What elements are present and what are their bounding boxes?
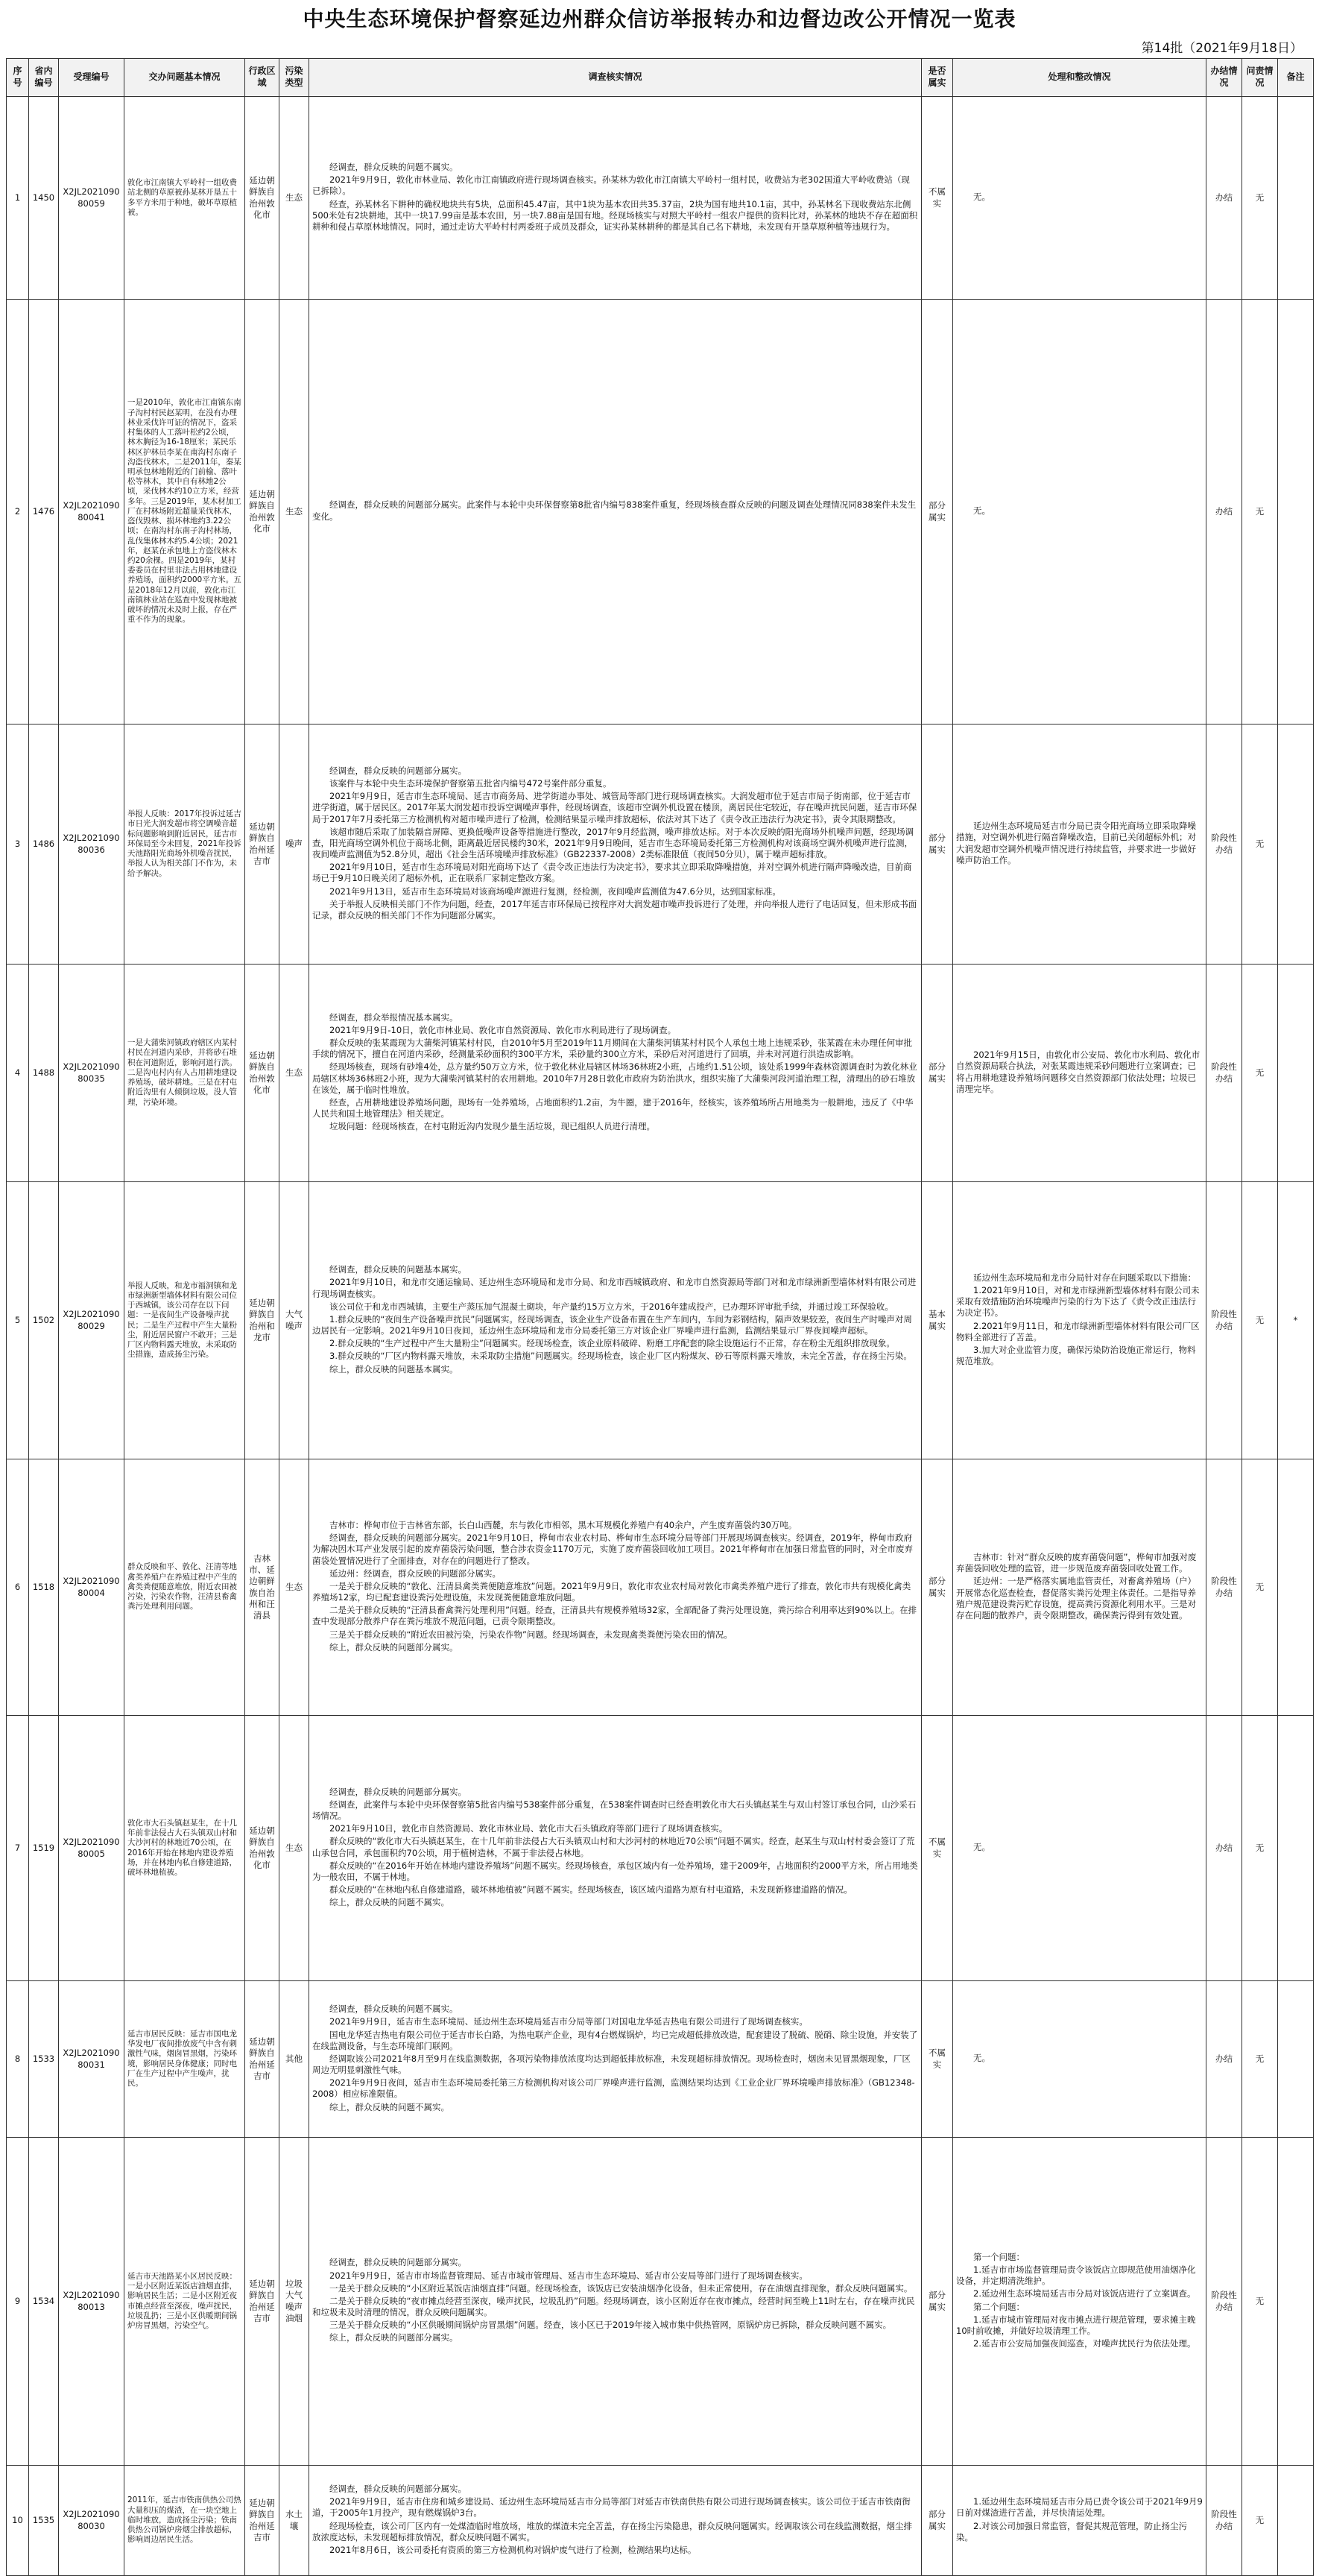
investigation-paragraph: 2021年9月10日，和龙市交通运输局、延边州生态环境局和龙市分局、和龙市西城镇政府、和龙市自然资源局等部门对和龙市绿洲新型墙体材料有限公司进行现场调查核实。 [312,1277,917,1299]
investigation-paragraph: 群众反映的“在林地内私自修建道路，破坏林地植被”问题不属实。经现场核查，该区域内道路为原有村屯道路，未发现新修建道路的情况。 [329,1884,853,1895]
handling-paragraph: 2.2021年9月11日，和龙市绿洲新型墙体材料有限公司厂区物料全部进行了苫盖。 [956,1320,1200,1342]
cell-accept-code: X2JL202109080029 [59,1182,124,1459]
cell-pollution-type: 噪声 [279,724,309,965]
table-row [7,724,1314,965]
investigation-paragraph: 2021年9月9日，敦化市林业局、敦化市江南镇政府进行现场调查核实。孙某林为敦化市江南镇大平岭村一组村民，收费站为老302国道大平岭收费站（现已拆除）。 [312,174,910,197]
cell-accountability: 无 [1242,1182,1278,1459]
batch-label: 第14批（2021年9月18日） [1141,41,1303,56]
cell-close-status: 办结 [1206,300,1242,724]
handling-paragraph: 1.延吉市市场监督管理局责令该饭店立即规范使用油烟净化设备，并定期清洗维护。 [956,2264,1196,2287]
table-row [7,2466,1314,2576]
col-header: 序号 [7,59,29,97]
cell-prov-code: 1535 [29,2466,59,2576]
col-header: 省内编号 [29,59,59,97]
col-header: 调查核实情况 [309,59,922,97]
investigation-paragraph: 2021年9月9日夜间，延吉市生态环境局委托第三方检测机构对该公司厂界噪声进行监测，监测结果均达到《工业企业厂界环境噪声排放标准》（GB12348-2008）相应标准限值。 [312,2077,915,2100]
col-header: 污染类型 [279,59,309,97]
cell-issue: 群众反映和平、敦化、汪清等地禽类养殖户在养殖过程中产生的禽类粪便随意堆放，附近农田被污染，污染农作物，汪清县畜禽粪污处理利用问题。 [124,1459,245,1716]
cell-no: 1 [7,97,29,300]
investigation-paragraph: 经调取该公司2021年8月至9月在线监测数据，各项污染物排放浓度均达到超低排放标准，未发现超标排放情况。现场检查时，烟囱未见冒黑烟现象，厂区周边无明显刺激性气味。 [312,2053,911,2076]
investigation-paragraph: 经查，孙某林名下耕种的确权地块共有5块，总面积45.47亩，其中1块为基本农田共35.37亩，2块为国有地共10.1亩，其中，孙某林名下现收费站东北侧500米处有2块耕地，其中一块17.99亩是基本农田，另一块7.88亩是国有地。经现场核实与对照大平岭村一组农户提供的资料比对，孙某林的地块不存在超面积耕种和侵占草原林地情况。同时，通过走访大平岭村村两委班子成员及群众，证实孙某林耕种的都是其自己名下耕地，未发现有开垦草原种植等违规行为。 [312,198,918,232]
handling-paragraph: 3.加大对企业监管力度，确保污染防治设施正常运行，物料规范堆放。 [956,1344,1196,1367]
cell-remark [1278,1716,1314,1981]
cell-region: 延边朝鲜族自治州敦化市 [245,1716,279,1981]
table-row [7,965,1314,1182]
handling-paragraph: 延边州生态环境局延吉市分局已责令阳光商场立即采取降噪措施，对空调外机进行隔音降噪改造，目前已关闭超标外机；对大润发超市空调外机噪声情况进行持续监管，并要求进一步做好噪声防治工作。 [956,821,1196,865]
cell-close-status: 阶段性办结 [1206,1459,1242,1716]
investigation-paragraph: 经查，占用耕地建设养殖场问题，现场有一处养殖场，占地面积约1.2亩，为牛圈，建于2016年，经核实，该养殖场所占用地类为一般耕地，违反了《中华人民共和国土地管理法》相关规定。 [312,1096,914,1120]
cell-remark [1278,300,1314,724]
investigation-paragraph: 经调查，群众反映的问题部分属实。 [329,1786,466,1797]
investigation-paragraph: 经调查，群众反映的问题不属实。 [329,161,458,172]
cell-close-status: 阶段性办结 [1206,2466,1242,2576]
cell-investigation [309,97,922,300]
handling-paragraph: 2.对该公司加强日常监管，督促其规范管理，防止扬尘污染。 [956,2520,1187,2542]
investigation-paragraph: 综上，群众反映的问题不属实。 [329,1897,449,1908]
cell-pollution-type: 生态 [279,300,309,724]
cell-fact: 基本属实 [922,1182,953,1459]
header-row [7,59,1314,97]
cell-close-status: 阶段性办结 [1206,2138,1242,2466]
col-header: 受理编号 [59,59,124,97]
cell-prov-code: 1518 [29,1459,59,1716]
table-row [7,1459,1314,1716]
investigation-paragraph: 经调查，群众反映的问题部分属实。 [329,2257,466,2268]
cell-fact: 不属实 [922,1981,953,2138]
col-header: 备注 [1278,59,1314,97]
handling-paragraph: 无。 [973,505,990,516]
cell-issue: 举报人反映：2017年投诉过延吉市日光大润发超市将空调噪音超标问题影响到附近居民，延吉市环保局至今未回复，2021年投诉天池路阳光商场外机噪音扰民，举报人认为相关部门不作为，未给予解决。 [124,724,245,965]
investigation-paragraph: 延边州：经调查，群众反映的问题部分属实。 [329,1568,501,1579]
cell-issue: 敦化市大石头镇赵某生，在十几年前非法侵占大石头镇双山村和大沙河村的林地近70公顷，在2016年开始在林地内建设养殖场，并在林地内私自修建道路，破坏林地植被。 [124,1716,245,1981]
investigation-paragraph: 2021年9月9日，延吉市生态环境局、延吉市商务局、进学街道办事处、城管局等部门进行现场调查核实。大润发超市位于延吉市局子街南部，位于延吉市进学街道，属于居民区。2017年某大润发超市投诉空调噪声事件，经现场调查，该超市空调外机设置在楼顶，离居民住宅较近，存在噪声扰民问题，延吉市环保局于2017年7月委托第三方检测机构对超市噪声进行了检测，检测结果显示噪声排放超标，依法对其下达了《责令改正违法行为决定书》，责令其限期整改。 [312,791,917,824]
handling-paragraph: 第二个问题： [973,2301,1025,2312]
investigation-paragraph: 2021年9月10日，敦化市自然资源局、敦化市林业局、敦化市大石头镇政府等部门进行了现场调查核实。 [329,1823,728,1834]
cell-prov-code: 1450 [29,97,59,300]
handling-paragraph: 无。 [973,191,990,202]
cell-fact: 不属实 [922,1716,953,1981]
cell-accountability: 无 [1242,724,1278,965]
cell-fact: 部分属实 [922,724,953,965]
cell-handling [953,1182,1206,1459]
investigation-paragraph: 一是关于群众反映的“小区附近某饭店油烟直排”问题。经现场检查，该饭店已安装油烟净化设备，但未正常使用，存在油烟直排现象，群众反映问题属实。 [329,2282,913,2294]
cell-investigation [309,300,922,724]
cell-accountability: 无 [1242,2466,1278,2576]
cell-remark [1278,1981,1314,2138]
cell-investigation [309,2138,922,2466]
cell-pollution-type: 大气噪声 [279,1182,309,1459]
col-header: 办结情况 [1206,59,1242,97]
cell-accountability: 无 [1242,97,1278,300]
investigation-paragraph: 群众反映的张某霞现为大蒲柴河镇某村村民，自2010年5月至2019年11月期间在大蒲柴河镇某村村民个人承包土地上违规采砂，张某霞在未办理任何审批手续的情况下，擅自在河道内采砂，经测量采砂面积约300平方米，采砂量约300立方米，采砂后对河道进行了回填，并未对河道行洪造成影响。 [312,1037,912,1060]
investigation-paragraph: 2.群众反映的“生产过程中产生大量粉尘”问题属实。经现场检查，该企业原料破碎、粉磨工序配套的除尘设施运行不正常，存在粉尘无组织排放现象。 [329,1338,895,1349]
investigation-paragraph: 经调查，群众反映的问题不属实。 [329,2004,458,2015]
investigation-paragraph: 经调查，群众反映的问题部分属实。 [329,2483,466,2494]
cell-issue: 延吉市居民反映：延吉市国电龙华发电厂夜间排放废气中含有刺激性气味，烟囱冒黑烟，污染环境，影响居民身体健康；同时电厂在生产过程中产生噪声，扰民。 [124,1981,245,2138]
investigation-paragraph: 垃圾问题：经现场核查，在村屯附近沟内发现少量生活垃圾，现已组织人员进行清理。 [329,1121,655,1132]
cell-issue: 举报人反映，和龙市福洞镇和龙市绿洲新型墙体材料有限公司位于西城镇，该公司存在以下问题：一是夜间生产设备噪声扰民；二是生产过程中产生大量粉尘，附近居民窗户不敢开；三是厂区内物料露天堆放，未采取防尘措施，造成扬尘污染。 [124,1182,245,1459]
cell-no: 6 [7,1459,29,1716]
cell-remark: * [1278,1182,1314,1459]
cell-handling [953,97,1206,300]
cell-region: 延边朝鲜族自治州敦化市 [245,965,279,1182]
investigation-paragraph: 三是关于群众反映的“小区供暖期间锅炉房冒黑烟”问题。经查，该小区已于2019年接入城市集中供热管网，原锅炉房已拆除，群众反映问题不属实。 [329,2320,892,2331]
cell-accept-code: X2JL202109080004 [59,1459,124,1716]
cell-investigation [309,1459,922,1716]
handling-paragraph: 无。 [973,2052,990,2063]
investigation-paragraph: 三是关于群众反映的“附近农田被污染，污染农作物”问题。经现场调查，未发现禽类粪便污染农田的情况。 [329,1629,733,1640]
cell-investigation [309,1182,922,1459]
cell-no: 7 [7,1716,29,1981]
cell-issue: 一是大蒲柴河镇政府辖区内某村村民在河道内采砂，并将砂石堆积在河道附近，影响河道行洪。二是沟屯村内有人占用耕地建设养殖场，破坏耕地。三是在村屯附近沟里有人倾倒垃圾，没人管理，污染环境。 [124,965,245,1182]
cell-fact: 部分属实 [922,965,953,1182]
col-header: 问责情况 [1242,59,1278,97]
cell-region: 延边朝鲜族自治州延吉市 [245,1981,279,2138]
col-header: 是否属实 [922,59,953,97]
cell-fact: 部分属实 [922,2138,953,2466]
investigation-paragraph: 2021年9月10日，延吉市生态环境局对阳光商场下达了《责令改正违法行为决定书》，要求其立即采取降噪措施，并对空调外机进行隔声降噪改造，目前商场已于9月10日晚关闭了超标外机，正在联系厂家制定整改方案。 [312,862,912,884]
investigation-paragraph: 3.群众反映的“厂区内物料露天堆放，未采取防尘措施”问题属实。经现场检查，该企业厂区内粉煤灰、砂石等原料露天堆放，未完全苫盖，存在扬尘污染。 [329,1351,912,1362]
handling-paragraph: 2.延边州生态环境局延吉市分局对该饭店进行了立案调查。 [973,2288,1196,2299]
cell-investigation [309,1981,922,2138]
cell-pollution-type: 生态 [279,1459,309,1716]
cell-region: 延边朝鲜族自治州延吉市 [245,724,279,965]
cell-issue: 延吉市天池路某小区居民反映：一是小区附近某饭店油烟直排，影响居民生活；二是小区附近夜市摊点经营至深夜，噪声扰民，垃圾乱扔；三是小区供暖期间锅炉房冒黑烟，污染空气。 [124,2138,245,2466]
handling-paragraph: 无。 [973,1841,990,1852]
handling-paragraph: 1.延边州生态环境局延吉市分局已责令该公司于2021年9月9日前对煤渣进行苫盖，并尽快清运处理。 [956,2496,1203,2519]
investigation-paragraph: 群众反映的“在2016年开始在林地内建设养殖场”问题不属实。经现场核查，承包区域内有一处养殖场，建于2009年，占地面积约2000平方米，所占用地类为一般农田，不属于林地。 [312,1860,918,1882]
cell-pollution-type: 生态 [279,97,309,300]
investigation-paragraph: 综上，群众反映的问题部分属实。 [329,1641,458,1652]
cell-no: 8 [7,1981,29,2138]
investigation-paragraph: 经调查，群众举报情况基本属实。 [329,1011,458,1023]
cell-prov-code: 1534 [29,2138,59,2466]
investigation-paragraph: 经调查，群众反映的问题部分属实。 [329,765,466,776]
cell-accountability: 无 [1242,1459,1278,1716]
investigation-paragraph: 2021年9月9日，延吉市住房和城乡建设局、延边州生态环境局延吉市分局等部门对延吉市铁南供热有限公司进行现场调查核实。该公司位于延吉市铁南街道，于2005年1月投产，现有燃煤锅炉3台。 [312,2496,911,2519]
investigation-paragraph: 2021年9月9日，延吉市生态环境局、延边州生态环境局延吉市分局等部门对国电龙华延吉热电有限公司进行了现场调查核实。 [329,2016,808,2027]
cell-handling [953,1459,1206,1716]
cell-investigation [309,724,922,965]
investigation-paragraph: 一是关于群众反映的“敦化、汪清县禽类粪便随意堆放”问题。2021年9月9日，敦化市农业农村局对敦化市禽类养殖户进行了排查，敦化市共有规模化禽类养殖场12家，均已配套建设粪污处理设施，未发现粪便随意堆放问题。 [312,1580,911,1603]
cell-remark [1278,724,1314,965]
investigation-paragraph: 二是关于群众反映的“汪清县畜禽粪污处理利用”问题。经查，汪清县共有规模养殖场32家，全部配备了粪污处理设施，粪污综合利用率达到90%以上。在排查中发现部分散养户存在粪污堆放不规范问题，已责令限期整改。 [312,1605,917,1627]
cell-accept-code: X2JL202109080005 [59,1716,124,1981]
cell-fact: 不属实 [922,97,953,300]
cell-pollution-type: 水土壤 [279,2466,309,2576]
cell-close-status: 办结 [1206,97,1242,300]
investigation-paragraph: 关于举报人反映相关部门不作为问题，经查，2017年延吉市环保局已按程序对大润发超市噪声投诉进行了处理，并向举报人进行了电话回复，但未形成书面记录，群众反映的相关部门不作为问题部分属实。 [312,898,917,921]
cell-prov-code: 1486 [29,724,59,965]
cell-accept-code: X2JL202109080013 [59,2138,124,2466]
investigation-paragraph: 1.群众反映的“夜间生产设备噪声扰民”问题属实。经现场调查，该企业生产设备布置在生产车间内，车间为彩钢结构，隔声效果较差，夜间生产时噪声对周边居民有一定影响。2021年9月10日夜间，延边州生态环境局和龙市分局委托第三方对该企业厂界噪声进行监测，监测结果显示厂界夜间噪声超标。 [312,1313,912,1336]
cell-remark [1278,2138,1314,2466]
handling-paragraph: 2021年9月15日，由敦化市公安局、敦化市水利局、敦化市自然资源局联合执法，对张某霞违规采砂问题进行立案调查；已将占用耕地建设养殖场问题移交自然资源部门依法处理；垃圾已清理完毕。 [956,1049,1201,1094]
cell-region: 吉林市、延边朝鲜族自治州和汪清县 [245,1459,279,1716]
cell-region: 延边朝鲜族自治州和龙市 [245,1182,279,1459]
cell-accept-code: X2JL202109080059 [59,97,124,300]
cell-prov-code: 1533 [29,1981,59,2138]
cell-no: 3 [7,724,29,965]
cell-no: 10 [7,2466,29,2576]
investigation-paragraph: 2021年8月6日，该公司委托有资质的第三方检测机构对锅炉废气进行了检测，检测结果均达标。 [329,2544,697,2555]
cell-accountability: 无 [1242,300,1278,724]
investigation-paragraph: 经调查，群众反映的问题部分属实。2021年9月10日，桦甸市农业农村局、桦甸市生态环境分局等部门开展现场调查核实。经调查，2019年，桦甸市政府为解决因木耳产业发展引起的废弃菌袋污染问题，整合涉农资金1170万元，实施了废弃菌袋回收加工项目。2021年桦甸市在加强日常监管的同时，对全市废弃菌袋处置情况进行了全面排查，对存在的问题进行了整改。 [312,1532,914,1566]
cell-pollution-type: 生态 [279,1716,309,1981]
cell-close-status: 阶段性办结 [1206,724,1242,965]
col-header: 行政区域 [245,59,279,97]
handling-paragraph: 2.延吉市公安局加强夜间巡查，对噪声扰民行为依法处理。 [973,2338,1196,2349]
cell-investigation [309,2466,922,2576]
cell-no: 9 [7,2138,29,2466]
cell-handling [953,2466,1206,2576]
cell-handling [953,300,1206,724]
table-row [7,1716,1314,1981]
cell-issue: 2011年，延吉市铁南供热公司热大量积压的煤渣，在一块空地上临时堆放，造成扬尘污染；铁南供热公司锅炉房烟尘排放超标，影响周边居民生活。 [124,2466,245,2576]
page-title: 中央生态环境保护督察延边州群众信访举报转办和边督边改公开情况一览表 [303,7,1016,31]
cell-accountability: 无 [1242,1981,1278,2138]
cell-remark [1278,1459,1314,1716]
cell-prov-code: 1502 [29,1182,59,1459]
cell-region: 延边朝鲜族自治州延吉市 [245,2466,279,2576]
handling-paragraph: 第一个问题： [973,2251,1025,2262]
cell-pollution-type: 垃圾大气噪声油烟 [279,2138,309,2466]
investigation-paragraph: 国电龙华延吉热电有限公司位于延吉市长白路，为热电联产企业，现有4台燃煤锅炉，均已完成超低排放改造，配套建设了脱硫、脱硝、除尘设施，并安装了在线监测设备，与生态环境部门联网。 [312,2029,918,2051]
table-body [7,97,1314,2576]
cell-prov-code: 1476 [29,300,59,724]
cell-pollution-type: 其他 [279,1981,309,2138]
cell-accountability: 无 [1242,1716,1278,1981]
cell-handling [953,965,1206,1182]
cell-issue: 敦化市江南镇大平岭村一组收费站北侧的草原被孙某林开垦五十多平方米用于种地，破坏草原植被。 [124,97,245,300]
cell-investigation [309,965,922,1182]
cell-fact: 部分属实 [922,1459,953,1716]
cell-region: 延边朝鲜族自治州延吉市 [245,2138,279,2466]
cell-close-status: 阶段性办结 [1206,965,1242,1182]
cell-pollution-type: 生态 [279,965,309,1182]
investigation-paragraph: 群众反映的“敦化市大石头镇赵某生，在十几年前非法侵占大石头镇双山村和大沙河村的林地近70公顷”问题不属实。经查，赵某生与双山村村委会签订了荒山承包合同，承包面积约70公顷，用于植树造林，不属于非法侵占林地。 [312,1836,915,1858]
cell-handling [953,724,1206,965]
cell-accept-code: X2JL202109080036 [59,724,124,965]
cell-accept-code: X2JL202109080041 [59,300,124,724]
cell-remark [1278,965,1314,1182]
handling-paragraph: 1.延吉市城市管理局对夜市摊点进行规范管理，要求摊主晚10时前收摊，并做好垃圾清理工作。 [956,2314,1196,2336]
handling-paragraph: 延边州：一是严格落实属地监管责任，对畜禽养殖场（户）开展常态化巡查检查，督促落实粪污处理主体责任。二是指导养殖户规范建设粪污贮存设施，提高粪污资源化利用水平。三是对存在问题的散养户，责令限期整改，确保粪污得到有效处置。 [956,1576,1196,1620]
cell-remark [1278,2466,1314,2576]
investigation-paragraph: 综上，群众反映的问题基本属实。 [329,1363,458,1374]
cell-handling [953,1716,1206,1981]
investigation-paragraph: 经调查，群众反映的问题部分属实。此案件与本轮中央环保督察第8批省内编号838案件重复，经现场核查群众反映的问题及调查处理情况同838案件未发生变化。 [312,499,917,522]
cell-no: 5 [7,1182,29,1459]
cell-prov-code: 1519 [29,1716,59,1981]
cell-accept-code: X2JL202109080035 [59,965,124,1182]
cell-remark [1278,97,1314,300]
table-row [7,300,1314,724]
cell-investigation [309,1716,922,1981]
investigation-paragraph: 二是关于群众反映的“夜市摊点经营至深夜，噪声扰民，垃圾乱扔”问题。经现场调查，该小区附近存在夜市摊点，经营时间至晚上11时左右，存在噪声扰民和垃圾未及时清理的情况，群众反映问题属实。 [312,2295,915,2318]
investigation-paragraph: 综上，群众反映的问题不属实。 [329,2101,449,2112]
cell-close-status: 阶段性办结 [1206,1182,1242,1459]
cell-close-status: 办结 [1206,1716,1242,1981]
table-row [7,1182,1314,1459]
report-table [6,58,1314,2576]
investigation-paragraph: 该超市随后采取了加装隔音屏障、更换低噪声设备等措施进行整改，2017年9月经监测，噪声排放达标。对于本次反映的阳光商场外机噪声问题，经现场调查，阳光商场空调外机位于商场北侧，距离最近居民楼约30米，2021年9月9日晚间，延吉市生态环境局委托第三方检测机构对该商场空调外机噪声进行监测，夜间噪声监测值为52.8分贝，超出《社会生活环境噪声排放标准》（GB22337-2008）2类标准限值（夜间50分贝），属于噪声超标排放。 [312,826,914,860]
investigation-paragraph: 综上，群众反映的问题部分属实。 [329,2332,458,2343]
cell-close-status: 办结 [1206,1981,1242,2138]
cell-region: 延边朝鲜族自治州敦化市 [245,300,279,724]
cell-fact: 部分属实 [922,300,953,724]
cell-no: 2 [7,300,29,724]
investigation-paragraph: 2021年9月9日-10日，敦化市林业局、敦化市自然资源局、敦化市水利局进行了现场调查。 [329,1024,677,1035]
handling-paragraph: 吉林市：针对“群众反映的废弃菌袋问题”，桦甸市加强对废弃菌袋回收处理的监管，进一步规范废弃菌袋回收处置工作。 [956,1551,1197,1574]
table-row [7,97,1314,300]
cell-accept-code: X2JL202109080031 [59,1981,124,2138]
cell-accountability: 无 [1242,965,1278,1182]
col-header: 处理和整改情况 [953,59,1206,97]
col-header: 交办问题基本情况 [124,59,245,97]
cell-accountability: 无 [1242,2138,1278,2466]
handling-paragraph: 延边州生态环境局和龙市分局针对存在问题采取以下措施： [973,1272,1196,1283]
investigation-paragraph: 经调查，此案件与本轮中央环保督察第5批省内编号538案件部分重复，在538案件调查时已经查明敦化市大石头镇赵某生与双山村签订承包合同，山沙采石场情况。 [312,1799,917,1821]
investigation-paragraph: 经现场检查，该公司厂区内有一处煤渣临时堆放场，堆放的煤渣未完全苫盖，存在扬尘污染隐患，群众反映问题属实。经调取该公司在线监测数据，烟尘排放浓度达标，未发现超标排放情况，群众反映问题不属实。 [312,2520,912,2542]
handling-paragraph: 1.2021年9月10日，对和龙市绿洲新型墙体材料有限公司未采取有效措施防治环境噪声污染的行为下达了《责令改正违法行为决定书》。 [956,1284,1200,1319]
cell-handling [953,1981,1206,2138]
cell-accept-code: X2JL202109080030 [59,2466,124,2576]
investigation-paragraph: 该公司位于和龙市西城镇，主要生产蒸压加气混凝土砌块，年产量约15万立方米，于2016年建成投产，已办理环评审批手续，并通过竣工环保验收。 [329,1301,893,1312]
investigation-paragraph: 该案件与本轮中央生态环境保护督察第五批省内编号472号案件部分重复。 [329,778,612,789]
cell-prov-code: 1488 [29,965,59,1182]
investigation-paragraph: 2021年9月13日，延吉市生态环境局对该商场噪声源进行复测，经检测，夜间噪声监测值为47.6分贝，达到国家标准。 [329,886,781,897]
cell-no: 4 [7,965,29,1182]
cell-fact: 部分属实 [922,2466,953,2576]
investigation-paragraph: 经调查，群众反映的问题基本属实。 [329,1264,466,1275]
cell-region: 延边朝鲜族自治州敦化市 [245,97,279,300]
cell-issue: 一是2010年，敦化市江南镇东南子沟村村民赵某明，在没有办理林业采伐许可证的情况下，盗采村集体的人工落叶松约2公顷，林木胸径为16-18厘米；某民乐林区护林员李某在南沟村东南子沟盗伐林木。二是2011年，秦某明承包林地附近的门前榆、落叶松等林木，其中自有林地2公顷，采伐林木约10立方米，经营多年。三是2019年，某木材加工厂在村林场附近超量采伐林木，盗伐毁林、损坏林地约3.22公顷；在南沟村东南子沟村林场，乱伐集体林木约5.4公顷；2021年，赵某在承包地上方盗伐林木约20余棵。四是2019年，某村委委员在村里非法占用林地建设养殖场，面积约2000平方米。五是2018年12月以前，敦化市江南镇林业站在巡查中发现林地被破坏的情况未及时上报，存在严重不作为的现象。 [124,300,245,724]
table-row [7,1981,1314,2138]
investigation-paragraph: 经现场核查，现场有砂堆4处，总方量约50万立方米，位于敦化林业局辖区林场36林班2小班，占地约1.51公顷，该处系1999年森林资源调查时为敦化林业局辖区林场36林班2小班，现为大蒲柴河镇某村的农用耕地。2010年7月28日敦化市政府为防治洪水，组织实施了大蒲柴河段河道治理工程，清理出的砂石堆放在该处，属于临时性堆放。 [312,1061,917,1095]
cell-handling [953,2138,1206,2466]
investigation-paragraph: 2021年9月9日，延吉市市场监督管理局、延吉市城市管理局、延吉市生态环境局、延吉市公安局等部门进行了现场调查核实。 [329,2270,808,2281]
table-row [7,2138,1314,2466]
investigation-paragraph: 吉林市：桦甸市位于吉林省东部，长白山西麓，东与敦化市相邻，黑木耳规模化养殖户有40余户，产生废弃菌袋约30万吨。 [329,1520,797,1531]
